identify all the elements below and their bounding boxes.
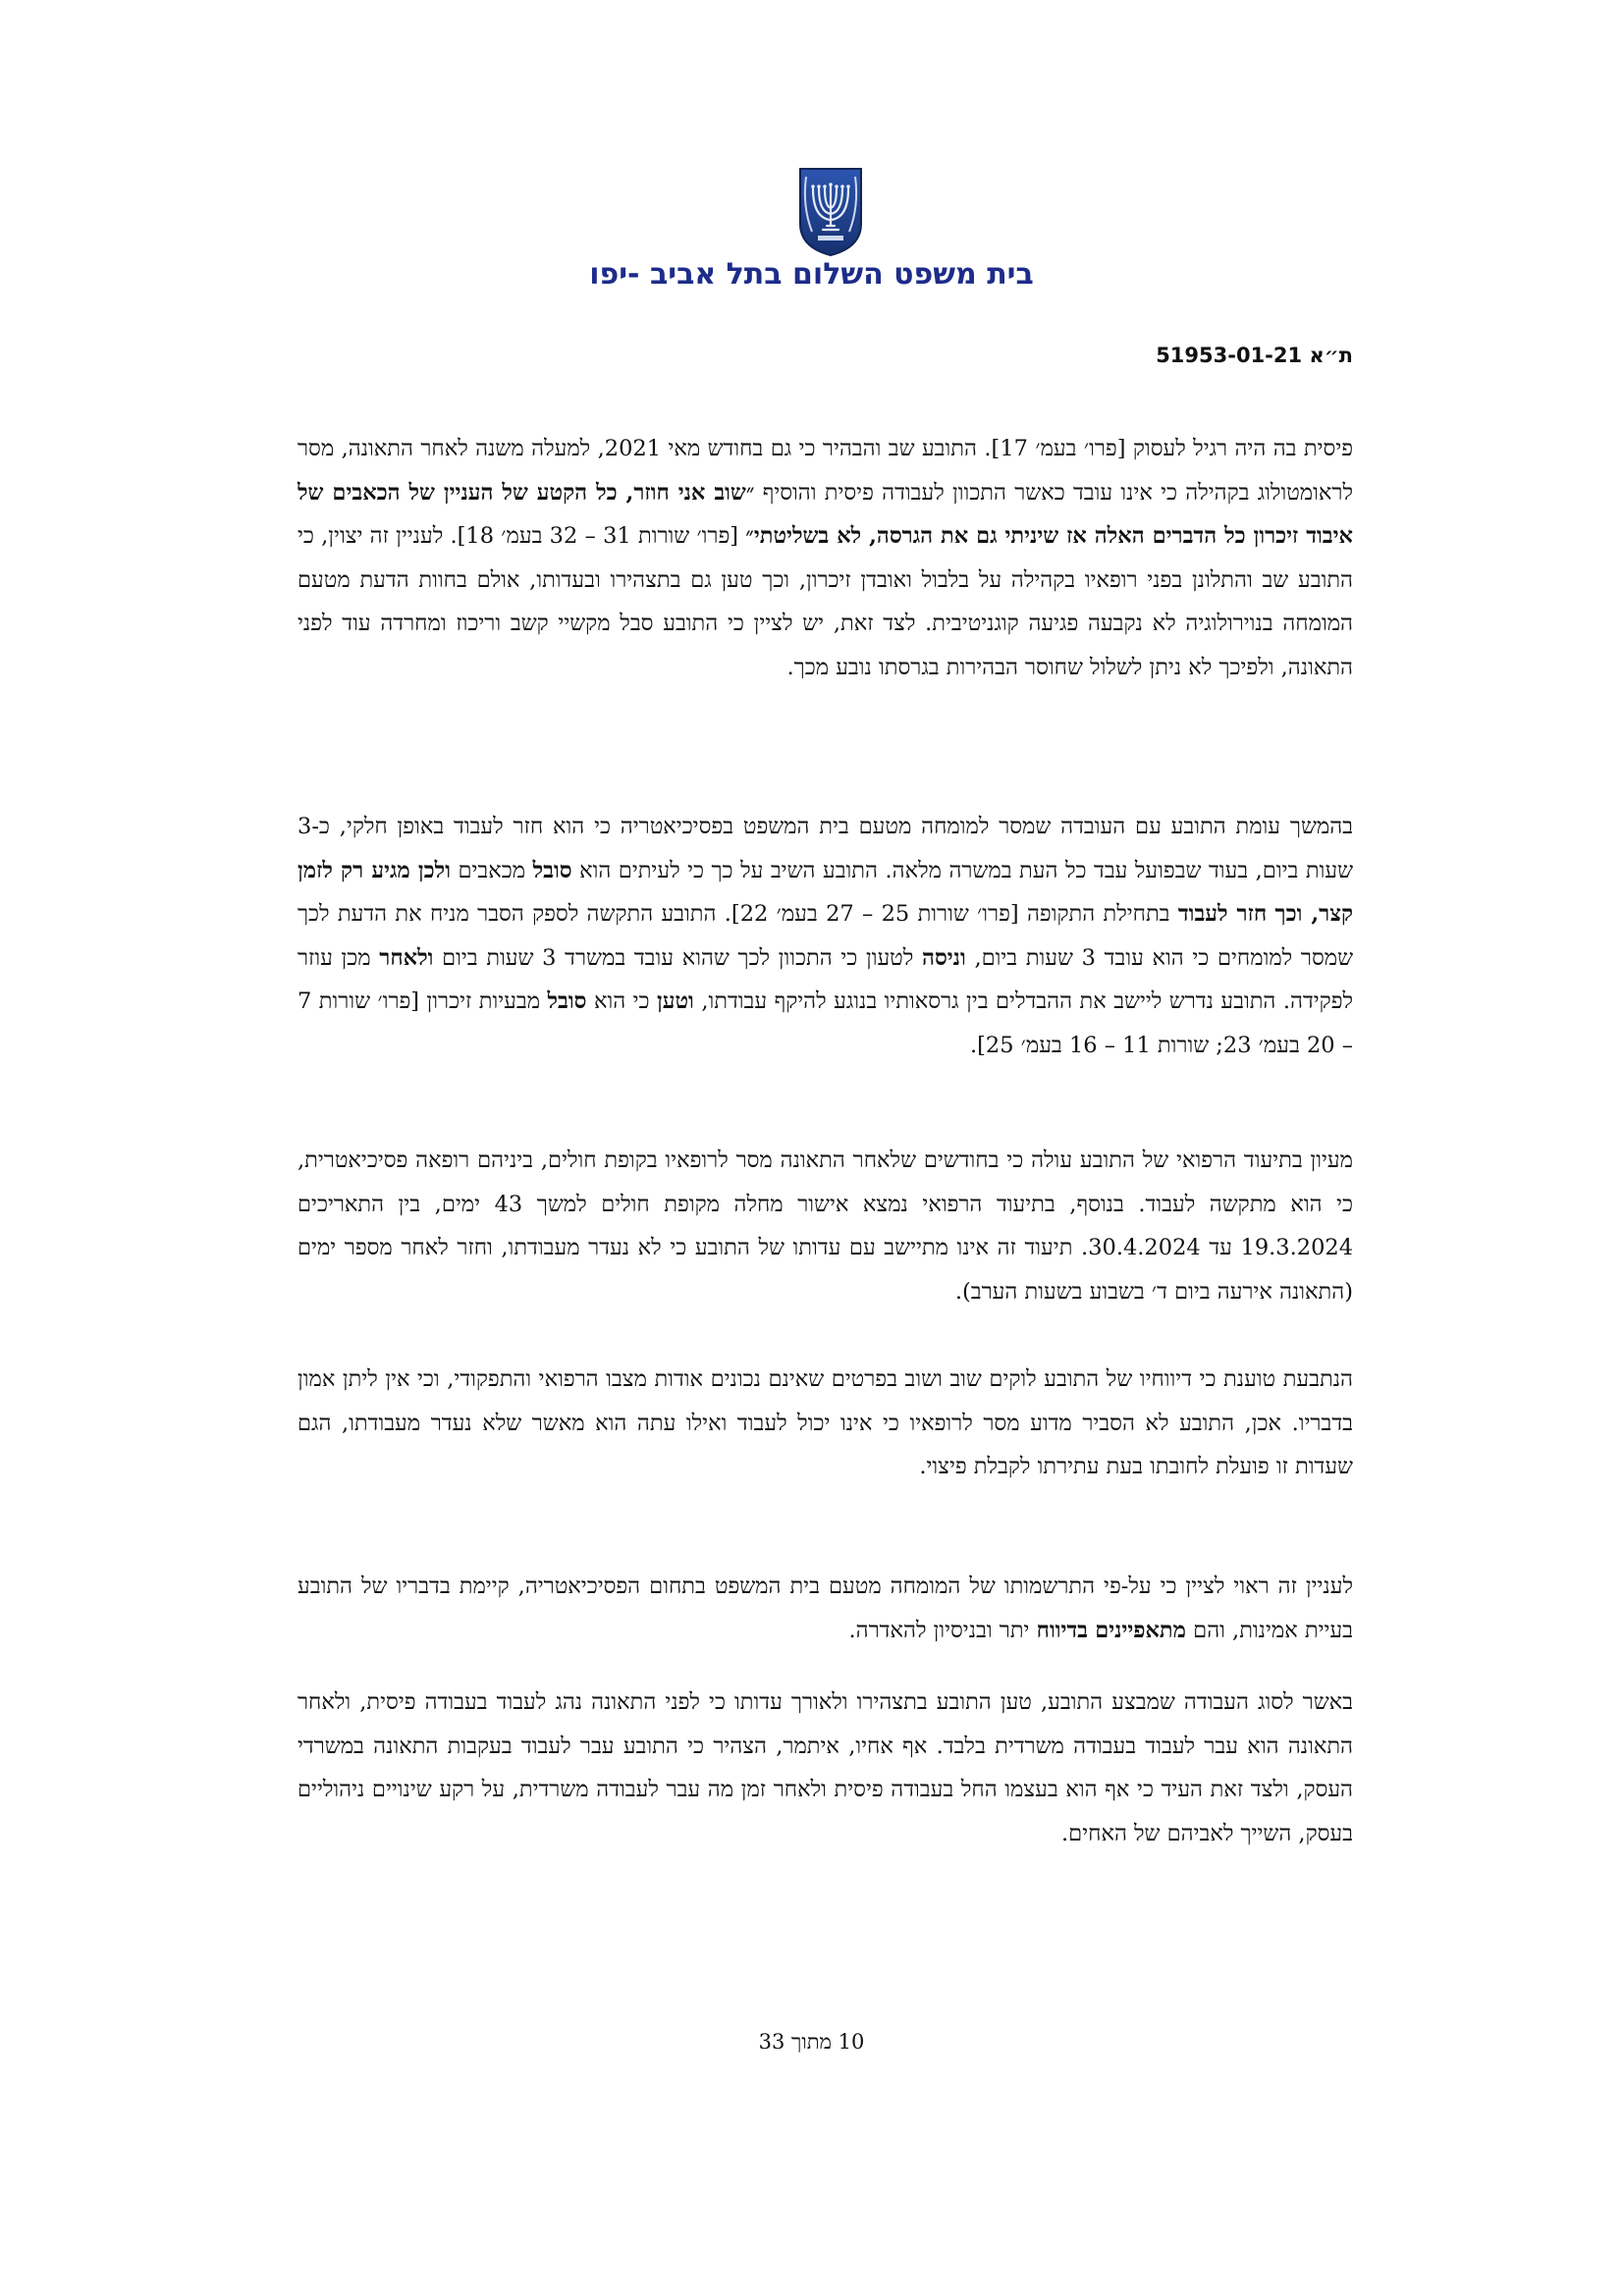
paragraph-6 [298, 1681, 1353, 1855]
paragraph-5-text-a: לעניין זה ראוי לציין כי על-פי התרשמותו של המומחה מטעם בית המשפט בתחום הפסיכיאטריה, קיימת בדבריו של התובע בעיית אמינות, והם [298, 1574, 1353, 1643]
paragraph-1 [298, 427, 1353, 689]
paragraph-4 [298, 1358, 1353, 1489]
paragraph-2 [298, 805, 1353, 1067]
paragraph-2-bold-n: סובל [547, 988, 587, 1014]
paragraph-2-bold-h: וניסה [922, 944, 966, 971]
court-name-heading: בית משפט השלום בתל אביב -יפו [589, 257, 1034, 292]
paragraph-5-bold-c: בדיווח [1036, 1617, 1089, 1643]
paragraph-5-text-d: יתר ובניסיון להאדרה. [848, 1617, 1030, 1643]
case-number: ת״א 51953-01-21 [1156, 344, 1353, 367]
paragraph-2-bold-j: ולאחר [379, 944, 434, 971]
paragraph-5 [298, 1565, 1353, 1652]
paragraph-4-text: הנתבעת טוענת כי דיווחיו של התובע לוקים שוב ושוב בפרטים שאינם נכונים אודות מצבו הרפואי והתפקודי, וכי אין ליתן אמון בדבריו. אכן, התובע לא הסביר מדוע מסר לרופאיו כי אינו יכול לעבוד ואילו עתה הוא מאשר שלא נעדר מעבודתו, הגם שעדות זו פועלת לחובתו בעת עתירתו לקבלת פיצוי. [298, 1366, 1353, 1479]
paragraph-2-text-a: בהמשך עומת התובע עם העובדה שמסר למומחה מטעם בית המשפט בפסיכיאטריה כי הוא חזר לעבוד באופן חלקי, כ-3 שעות ביום, בעוד שבפועל עבד כל העת במשרה מלאה. התובע השיב על כך כי לעיתים הוא [298, 814, 1353, 883]
paragraph-2-bold-e: חזר לעבוד [1177, 901, 1268, 927]
paragraph-3 [298, 1139, 1353, 1313]
paragraph-1-quote: ״שוב אני חוזר, כל הקטע של העניין של הכאבים של איבוד זיכרון כל הדברים האלה אז שיניתי גם את הגרסה, לא בשליטתי״ [298, 479, 1353, 549]
paragraph-2-bold-l: וטען [657, 988, 694, 1014]
paragraph-5-bold-b: מתאפיינים [1095, 1617, 1186, 1643]
paragraph-2-text-i: לטעון כי התכוון לכך שהוא עובד במשרד 3 שעות ביום [442, 944, 914, 971]
paragraph-1-text-c: [פרו׳ שורות 31 – 32 בעמ׳ 18]. לעניין זה יצוין, כי התובע שב והתלונן בפני רופאיו בקהילה על בלבול ואובדן זיכרון, וכך טען גם בתצהירו ובעדותו, אולם בחוות הדעת מטעם המומחה בנוירולוגיה לא נקבעה פגיעה קוגניטיבית. לצד זאת, יש לציין כי התובע סבל מקשיי קשב וריכוז ומחרדה עוד לפני התאונה, ולפיכך לא ניתן לשלול שחוסר הבהירות בגרסתו נובע מכך. [298, 523, 1353, 680]
paragraph-3-text: מעיון בתיעוד הרפואי של התובע עולה כי בחודשים שלאחר התאונה מסר לרופאיו בקופת חולים, ביניהם רופאה פסיכיאטרית, כי הוא מתקשה לעבוד. בנוסף, בתיעוד הרפואי נמצא אישור מחלה מקופת חולים למשך 43 ימים, בין התאריכים 19.3.2024 עד 30.4.2024. תיעוד זה אינו מתיישב עם עדותו של התובע כי לא נעדר מעבודתו, וחזר לאחר מספר ימים (התאונה אירעה ביום ד׳ בשבוע בשעות הערב). [298, 1148, 1354, 1305]
paragraph-2-text-f: בתחילת [1103, 901, 1170, 927]
paragraph-6-text: באשר לסוג העבודה שמבצע התובע, טען התובע בתצהירו ולאורך עדותו כי לפני התאונה נהג לעבוד בעבודה פיסית, ולאחר התאונה הוא עבר לעבוד בעבודה משרדית בלבד. אף אחיו, איתמר, הצהיר כי התובע עבר לעבוד בעקבות התאונה במשרדי העסק, ולצד זאת העיד כי אף הוא בעצמו החל בעבודה פיסית ולאחר זמן מה עבר לעבודה משרדית, על רקע שינויים ניהוליים בעסק, השייך לאביהם של האחים. [298, 1689, 1353, 1846]
paragraph-2-text-c: מכאבים [458, 857, 526, 883]
paragraph-2-text-o: מבעיות זיכרון [פרו׳ שורות 7 – 20 בעמ׳ 23; שורות 11 – 16 בעמ׳ 25]. [298, 988, 1353, 1058]
paragraph-2-bold-b: סובל [532, 857, 572, 883]
menorah-emblem-icon [796, 167, 865, 257]
paragraph-2-text-k: מכן עוזר לפקידה. התובע נדרש ליישב את ההבדלים בין גרסאותיו בנוגע להיקף עבודתו, [298, 944, 1354, 1014]
paragraph-1-text-a: פיסית בה היה רגיל לעסוק [פרו׳ בעמ׳ 17]. התובע שב והבהיר כי גם בחודש מאי 2021, למעלה משנה לאחר התאונה, מסר לראומטולוג בקהילה כי אינו עובד כאשר התכוון לעבודה פיסית והוסיף [298, 436, 1354, 506]
page-number: 10 מתוך 33 [758, 2030, 865, 2054]
paragraph-2-text-m: כי הוא [593, 988, 650, 1014]
paragraph-2-bold-d: ולכן מגיע רק לזמן קצר, וכך [298, 857, 1354, 927]
paragraph-2-text-g: התקופה [פרו׳ שורות 25 – 27 בעמ׳ 22]. התובע התקשה לספק הסבר מניח את הדעת לכך שמסר למומחים כי הוא עובד 3 שעות ביום, [298, 901, 1354, 971]
